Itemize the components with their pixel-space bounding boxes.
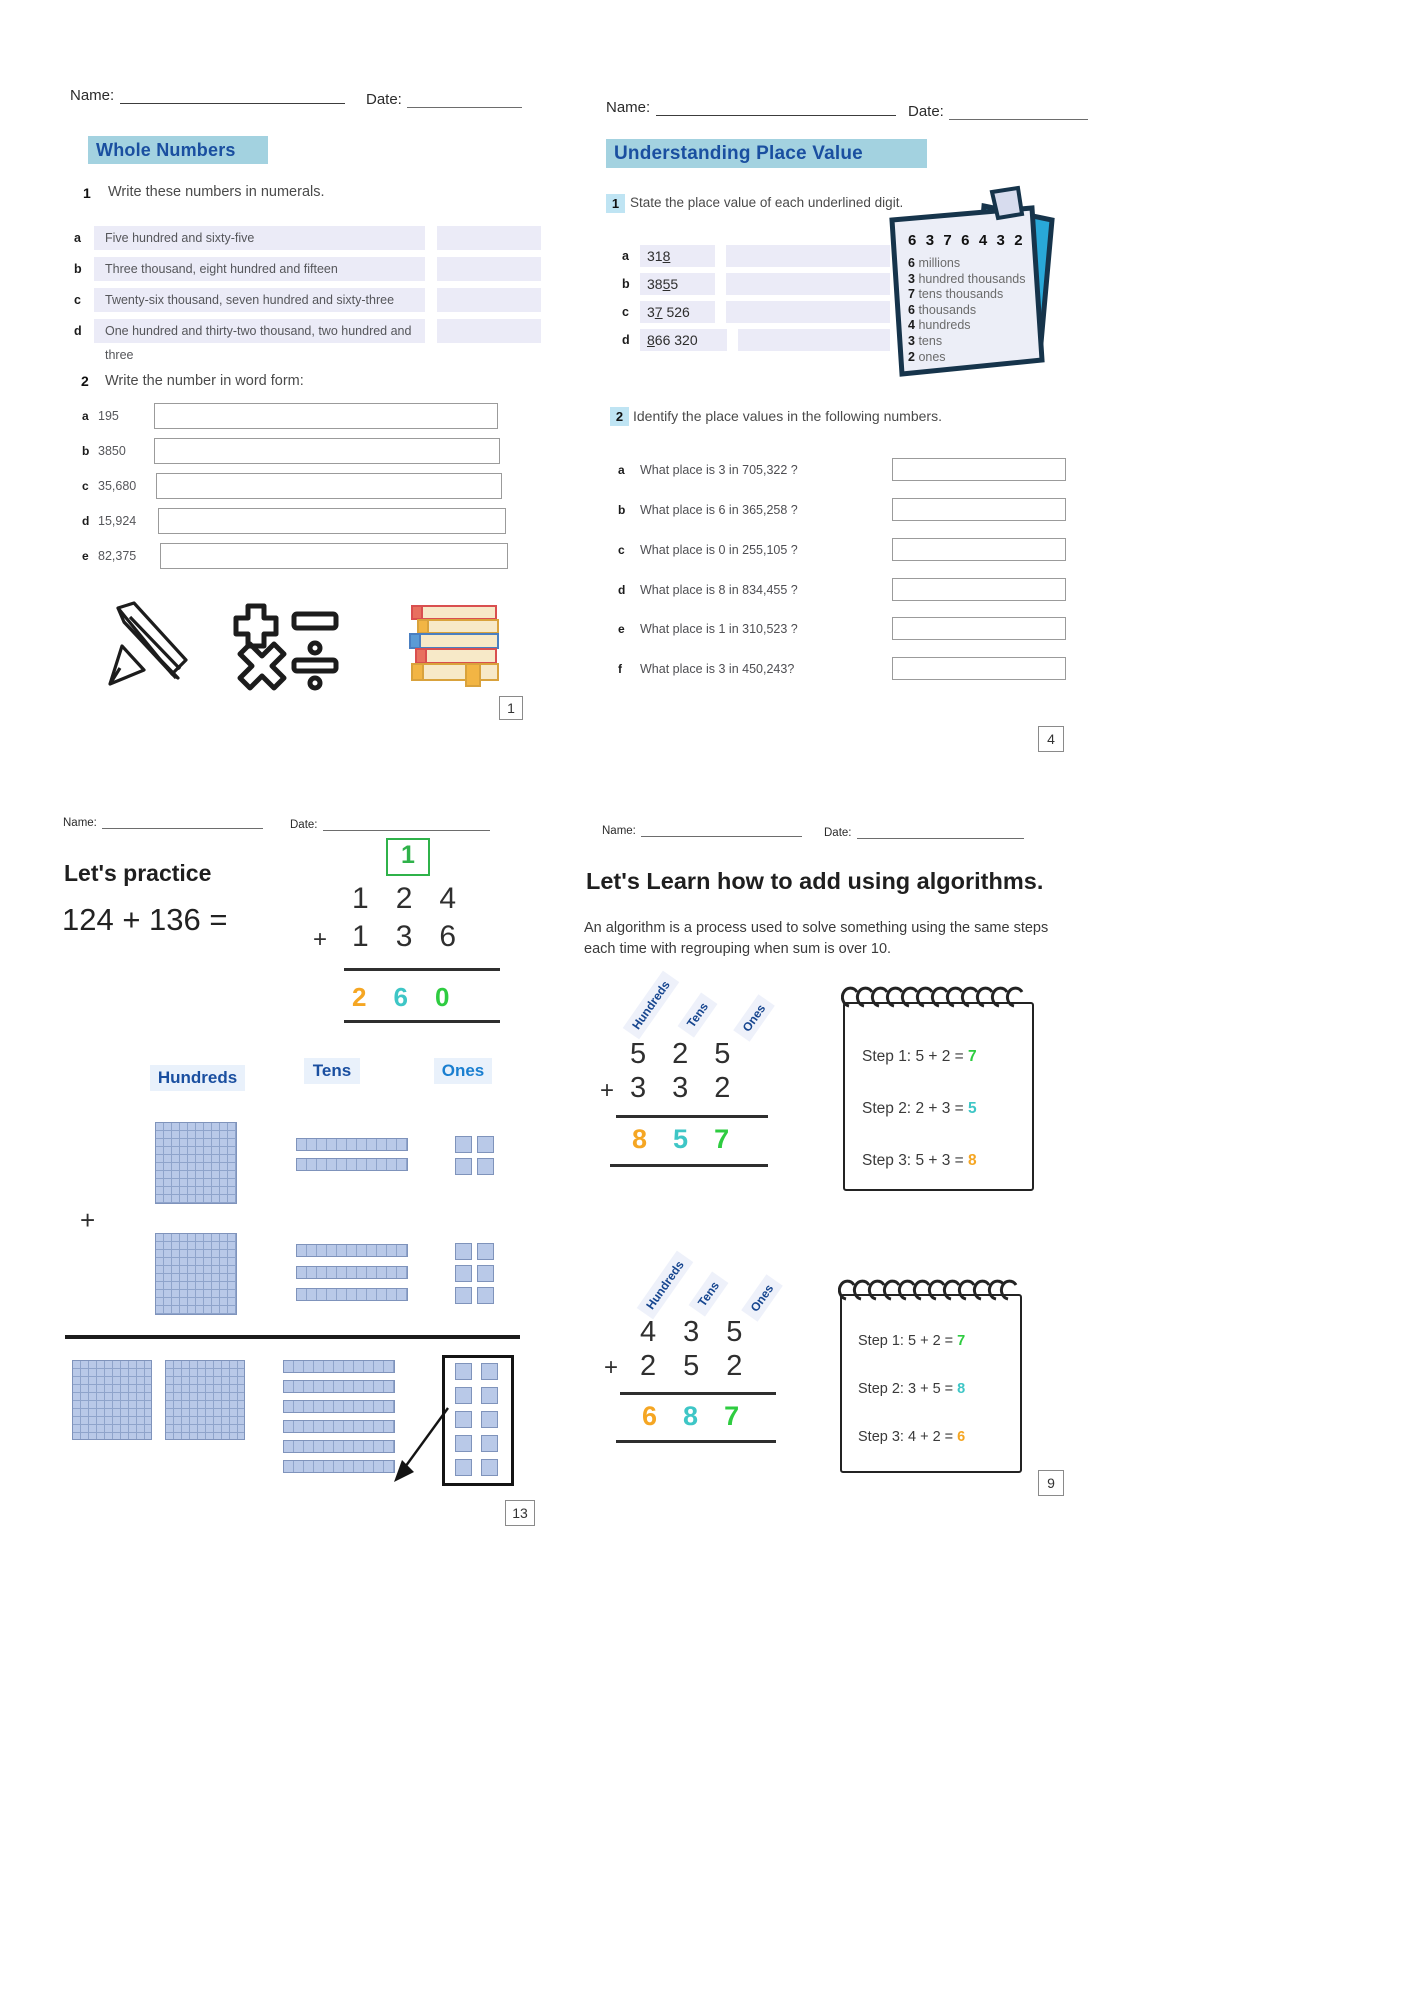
- alg2-step-3: Step 3: 4 + 2 = 6: [858, 1429, 966, 1445]
- page-number-p3: 13: [505, 1500, 535, 1526]
- q2-item-d: [82, 508, 506, 534]
- pv-q1-item-b: [622, 273, 890, 295]
- pv-answer-a[interactable]: [726, 245, 890, 267]
- alg2-sum-rule-2: [616, 1440, 776, 1443]
- ten-rod: [283, 1400, 395, 1413]
- name-rule-p1[interactable]: [120, 86, 345, 104]
- practice-sum-rule-2: [344, 1020, 500, 1023]
- pv-q1-item-a: [622, 245, 890, 267]
- item-letter: b: [622, 277, 630, 291]
- q2-answer-d[interactable]: [158, 508, 506, 534]
- item-letter: d: [622, 333, 630, 347]
- regroup-arrow-icon: [388, 1402, 452, 1488]
- alg1-addend1: 5 2 5: [630, 1038, 731, 1070]
- pv-q2-question-e: What place is 1 in 310,523 ?: [640, 621, 798, 636]
- ten-rod: [283, 1460, 395, 1473]
- practice-sum-rule: [344, 968, 500, 971]
- item-letter: d: [618, 582, 626, 597]
- q1-prompt-b: Three thousand, eight hundred and fifteen: [94, 257, 425, 281]
- books-stack-icon: [404, 596, 508, 692]
- item-letter: d: [74, 324, 82, 338]
- q2-item-e: [82, 543, 508, 569]
- one-unit: [481, 1459, 498, 1476]
- q2-item-a: [82, 403, 498, 429]
- item-letter: a: [618, 462, 625, 477]
- hundred-flat: [72, 1360, 152, 1440]
- one-unit: [455, 1387, 472, 1404]
- pv-answer-d[interactable]: [738, 329, 890, 351]
- item-letter: e: [618, 621, 625, 636]
- pv-answer-c[interactable]: [726, 301, 890, 323]
- alg1-sum-rule: [616, 1115, 768, 1118]
- carry-digit: 1: [401, 841, 415, 869]
- pv-number-d: 866 320: [640, 329, 727, 351]
- date-label-p4: Date:: [824, 827, 852, 839]
- item-letter: a: [622, 249, 629, 263]
- q1-item-c: [74, 288, 541, 312]
- spiral-binding-1: [841, 982, 1033, 1012]
- pv-q2-answer-e[interactable]: [892, 617, 1066, 640]
- one-unit: [455, 1435, 472, 1452]
- item-letter: b: [82, 444, 90, 458]
- panel-title-practice: Let's practice: [64, 860, 212, 886]
- one-unit: [477, 1158, 494, 1175]
- one-unit: [455, 1411, 472, 1428]
- ten-rod: [296, 1288, 408, 1301]
- pv-q2-question-f: What place is 3 in 450,243?: [640, 661, 795, 676]
- ten-rod: [296, 1138, 408, 1151]
- alg2-addend2: 2 5 2: [640, 1350, 743, 1382]
- q2-item-b: [82, 438, 500, 464]
- panel-title-whole-numbers: Whole Numbers: [88, 136, 268, 164]
- panel-whole-numbers: [0, 0, 560, 760]
- q1-item-b: [74, 257, 541, 281]
- practice-plus-sign: +: [313, 926, 328, 953]
- name-label-p1: Name:: [70, 87, 115, 104]
- one-unit: [477, 1287, 494, 1304]
- q1-answer-a[interactable]: [437, 226, 541, 250]
- name-field-p3[interactable]: [63, 815, 263, 829]
- alg1-addend2: 3 3 2: [630, 1072, 731, 1104]
- name-field-p1[interactable]: [70, 86, 345, 104]
- alg1-step-2: Step 2: 2 + 3 = 5: [862, 1100, 977, 1117]
- pv-q2-item-d: [618, 578, 1066, 601]
- one-unit: [455, 1243, 472, 1260]
- ten-rod: [283, 1420, 395, 1433]
- alg2-step-1: Step 1: 5 + 2 = 7: [858, 1333, 966, 1349]
- one-unit: [477, 1243, 494, 1260]
- item-letter: a: [82, 409, 89, 423]
- panel-title-algorithms: Let's Learn how to add using algorithms.: [586, 868, 1044, 894]
- item-letter: c: [74, 293, 81, 307]
- spiral-binding-2: [838, 1275, 1022, 1305]
- q2-answer-c[interactable]: [156, 473, 502, 499]
- q1-text-p1: Write these numbers in numerals.: [108, 184, 325, 200]
- q1-number-p1: 1: [83, 185, 91, 201]
- q1-item-d: [74, 319, 541, 362]
- date-rule-p2[interactable]: [949, 102, 1088, 120]
- one-unit: [477, 1265, 494, 1282]
- one-unit: [477, 1136, 494, 1153]
- place-tag-ones-1: Ones: [733, 994, 775, 1042]
- one-unit: [455, 1363, 472, 1380]
- q1-answer-d[interactable]: [437, 319, 541, 343]
- place-tag-ones-2: Ones: [741, 1274, 783, 1322]
- practice-addend2: 1 3 6: [352, 920, 457, 953]
- one-unit: [455, 1158, 472, 1175]
- name-field-p4[interactable]: [602, 823, 802, 837]
- panel-lets-practice: [0, 790, 560, 1570]
- one-unit: [455, 1136, 472, 1153]
- pv-answer-b[interactable]: [726, 273, 890, 295]
- date-label-p1: Date:: [366, 91, 402, 108]
- alg2-sum: 6 8 7: [642, 1401, 740, 1431]
- note-digits: 6 3 7 6 4 3 2: [908, 232, 1026, 249]
- q1-number-p2: 1: [606, 194, 625, 213]
- name-field-p2[interactable]: [606, 98, 896, 116]
- page-number-p1: 1: [499, 696, 523, 720]
- pv-q1-item-d: [622, 329, 890, 351]
- practice-addend1: 1 2 4: [352, 882, 457, 915]
- q2-number-p2: 2: [610, 407, 629, 426]
- panel-place-value: [560, 0, 1414, 790]
- date-field-p2[interactable]: [908, 102, 1088, 120]
- ten-rod: [296, 1158, 408, 1171]
- page-number-p4: 9: [1038, 1470, 1064, 1496]
- q2-number-p1: 2: [81, 373, 89, 389]
- date-field-p3[interactable]: [290, 817, 490, 831]
- date-label-p2: Date:: [908, 103, 944, 120]
- one-unit: [455, 1265, 472, 1282]
- q1-text-p2: State the place value of each underlined digit.: [630, 195, 904, 210]
- math-operators-icon: [232, 600, 344, 692]
- one-unit: [481, 1387, 498, 1404]
- name-label-p3: Name:: [63, 817, 97, 829]
- one-unit: [481, 1411, 498, 1428]
- one-unit: [455, 1459, 472, 1476]
- pv-q2-answer-d[interactable]: [892, 578, 1066, 601]
- q2-answer-b[interactable]: [154, 438, 500, 464]
- pv-q2-answer-f[interactable]: [892, 657, 1066, 680]
- q2-value-c: 35,680: [98, 479, 137, 493]
- place-tag-hundreds-2: Hundreds: [637, 1251, 694, 1320]
- alg2-sum-rule: [620, 1392, 776, 1395]
- alg1-sum-rule-2: [610, 1164, 768, 1167]
- item-letter: f: [618, 661, 622, 676]
- column-header-ones: Ones: [434, 1058, 492, 1084]
- hundred-flat: [155, 1233, 237, 1315]
- one-unit: [481, 1363, 498, 1380]
- item-letter: d: [82, 514, 90, 528]
- q1-prompt-a: Five hundred and sixty-five: [94, 226, 425, 250]
- hundred-flat: [165, 1360, 245, 1440]
- place-value-sticky-note: [880, 178, 1060, 378]
- q2-text-p1: Write the number in word form:: [105, 373, 304, 389]
- item-letter: c: [622, 305, 629, 319]
- date-rule-p4[interactable]: [857, 825, 1025, 839]
- q1-answer-b[interactable]: [437, 257, 541, 281]
- q2-item-c: [82, 473, 502, 499]
- alg1-plus-sign: +: [600, 1077, 615, 1104]
- column-header-tens: Tens: [304, 1058, 360, 1084]
- alg2-plus-sign: +: [604, 1354, 619, 1381]
- blocks-plus-sign: +: [80, 1205, 96, 1235]
- panel-algorithms: [560, 790, 1414, 1580]
- date-rule-p1[interactable]: [407, 90, 522, 108]
- panel-title-place-value: Understanding Place Value: [606, 139, 927, 168]
- pv-q2-question-a: What place is 3 in 705,322 ?: [640, 462, 798, 477]
- date-label-p3: Date:: [290, 819, 318, 831]
- q2-answer-a[interactable]: [154, 403, 498, 429]
- q1-item-a: [74, 226, 541, 250]
- date-field-p4[interactable]: [824, 825, 1024, 839]
- page-number-p2: 4: [1038, 726, 1064, 752]
- ten-rod: [283, 1440, 395, 1453]
- place-tag-hundreds-1: Hundreds: [623, 971, 680, 1040]
- pv-q2-question-c: What place is 0 in 255,105 ?: [640, 542, 798, 557]
- pv-q2-item-a: [618, 458, 1066, 481]
- ten-rod: [296, 1244, 408, 1257]
- pv-q2-answer-b[interactable]: [892, 498, 1066, 521]
- name-label-p2: Name:: [606, 99, 651, 116]
- pv-number-c: 37 526: [640, 301, 715, 323]
- pv-q1-item-c: [622, 301, 890, 323]
- practice-sum: 2 6 0: [352, 982, 450, 1012]
- column-header-hundreds: Hundreds: [150, 1065, 245, 1091]
- alg2-addend1: 4 3 5: [640, 1316, 743, 1348]
- pv-q2-item-f: [618, 657, 1066, 680]
- q2-value-b: 3850: [98, 444, 126, 458]
- hundred-flat: [155, 1122, 237, 1204]
- pv-q2-question-b: What place is 6 in 365,258 ?: [640, 502, 798, 517]
- item-letter: a: [74, 231, 81, 245]
- q2-value-d: 15,924: [98, 514, 137, 528]
- pv-q2-answer-c[interactable]: [892, 538, 1066, 561]
- name-rule-p2[interactable]: [656, 98, 896, 116]
- name-label-p4: Name:: [602, 825, 636, 837]
- pv-q2-question-d: What place is 8 in 834,455 ?: [640, 582, 798, 597]
- q2-value-e: 82,375: [98, 549, 137, 563]
- carry-box: [386, 838, 430, 876]
- q2-text-p2: Identify the place values in the following numbers.: [633, 408, 942, 424]
- ten-rod: [296, 1266, 408, 1279]
- q2-value-a: 195: [98, 409, 119, 423]
- item-letter: e: [82, 549, 89, 563]
- regroup-highlight-box: [442, 1355, 514, 1486]
- pv-q2-item-c: [618, 538, 1066, 561]
- date-field-p1[interactable]: [366, 90, 522, 108]
- ten-rod: [283, 1380, 395, 1393]
- algorithms-intro: An algorithm is a process used to solve something using the same steps each time with regrouping when sum is over 10.: [584, 920, 1049, 957]
- one-unit: [481, 1435, 498, 1452]
- q1-prompt-c: Twenty-six thousand, seven hundred and sixty-three: [94, 288, 425, 312]
- item-letter: b: [618, 502, 626, 517]
- practice-equation: 124 + 136 =: [62, 902, 228, 937]
- q2-answer-e[interactable]: [160, 543, 508, 569]
- ten-rod: [283, 1360, 395, 1373]
- pv-number-a: 318: [640, 245, 715, 267]
- alg1-sum: 8 5 7: [632, 1124, 730, 1154]
- pv-number-b: 3855: [640, 273, 715, 295]
- q1-answer-c[interactable]: [437, 288, 541, 312]
- alg2-step-2: Step 2: 3 + 5 = 8: [858, 1381, 966, 1397]
- pencil-icon: [100, 598, 192, 690]
- alg1-step-1: Step 1: 5 + 2 = 7: [862, 1048, 977, 1065]
- place-tag-tens-2: Tens: [689, 1271, 729, 1316]
- alg1-step-3: Step 3: 5 + 3 = 8: [862, 1152, 977, 1169]
- name-rule-p3[interactable]: [102, 815, 263, 829]
- item-letter: c: [82, 479, 89, 493]
- pv-q2-item-b: [618, 498, 1066, 521]
- blocks-total-rule: [65, 1335, 520, 1339]
- place-tag-tens-1: Tens: [678, 992, 718, 1037]
- q1-prompt-d: One hundred and thirty-two thousand, two hundred and three: [94, 319, 425, 343]
- item-letter: c: [618, 542, 625, 557]
- one-unit: [455, 1287, 472, 1304]
- note-lines: 6 millions 3 hundred thousands 7 tens thousands 6 thousands 4 hundreds 3 tens 2 ones: [908, 256, 1026, 364]
- date-rule-p3[interactable]: [323, 817, 491, 831]
- name-rule-p4[interactable]: [641, 823, 802, 837]
- pv-q2-answer-a[interactable]: [892, 458, 1066, 481]
- item-letter: b: [74, 262, 82, 276]
- pv-q2-item-e: [618, 617, 1066, 640]
